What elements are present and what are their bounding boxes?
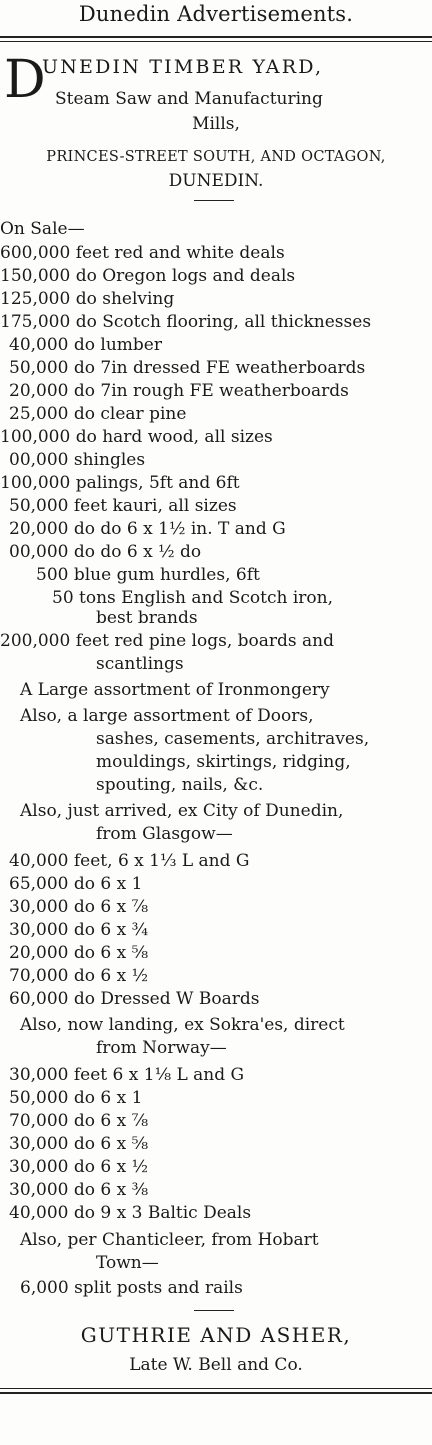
list-item: 6,000 split posts and rails	[20, 1278, 243, 1298]
norway-intro-cont: from Norway—	[96, 1038, 227, 1058]
hobart-intro-cont: Town—	[96, 1253, 159, 1273]
list-item: 25,000 do clear pine	[9, 404, 187, 424]
subtitle-line-2: Mills,	[192, 114, 240, 134]
paragraph-line: Also, just arrived, ex City of Dunedin,	[20, 801, 344, 821]
list-item: 20,000 do 6 x ⅝	[9, 943, 149, 963]
ad-title: UNEDIN TIMBER YARD,	[42, 56, 324, 78]
list-item: 50,000 do 6 x 1	[9, 1088, 143, 1108]
list-item: 175,000 do Scotch flooring, all thicknesses	[0, 312, 372, 332]
list-item: 30,000 do 6 x ⅜	[9, 1180, 149, 1200]
on-sale-heading: On Sale—	[0, 219, 85, 239]
list-item: 500 blue gum hurdles, 6ft	[36, 565, 260, 585]
paragraph-line: A Large assortment of Ironmongery	[20, 680, 330, 700]
list-item: 30,000 do 6 x ¾	[9, 920, 149, 940]
signature: GUTHRIE AND ASHER,	[80, 1323, 352, 1347]
header-rule-bottom	[0, 41, 432, 42]
list-item: 30,000 do 6 x ⅞	[9, 897, 149, 917]
footer-rule-top	[0, 1388, 432, 1389]
address-line-2: DUNEDIN.	[168, 171, 264, 191]
list-item: 70,000 do 6 x ½	[9, 966, 149, 986]
signature-divider	[194, 1310, 234, 1311]
paragraph-line: sashes, casements, architraves,	[96, 729, 370, 749]
list-item: 60,000 do Dressed W Boards	[9, 989, 260, 1009]
paragraph-line: Also, a large assortment of Doors,	[20, 706, 314, 726]
list-item: 30,000 feet 6 x 1⅛ L and G	[9, 1065, 245, 1085]
list-item: 30,000 do 6 x ⅝	[9, 1134, 149, 1154]
paragraph-line: spouting, nails, &c.	[96, 775, 264, 795]
list-item: 20,000 do do 6 x 1½ in. T and G	[9, 519, 286, 539]
signature-sub: Late W. Bell and Co.	[129, 1355, 303, 1375]
list-item: 50 tons English and Scotch iron,	[52, 588, 333, 608]
list-item: 00,000 shingles	[9, 450, 146, 470]
list-item: 70,000 do 6 x ⅞	[9, 1111, 149, 1131]
list-item: 00,000 do do 6 x ½ do	[9, 542, 202, 562]
footer-rule-bottom	[0, 1392, 432, 1394]
page-header: Dunedin Advertisements.	[78, 2, 354, 26]
subtitle-line-1: Steam Saw and Manufacturing	[55, 89, 323, 109]
address-line-1: PRINCES-STREET SOUTH, AND OCTAGON,	[46, 149, 386, 165]
list-item: 30,000 do 6 x ½	[9, 1157, 149, 1177]
list-item: scantlings	[96, 654, 184, 674]
norway-intro: Also, now landing, ex Sokra'es, direct	[20, 1015, 345, 1035]
hobart-intro: Also, per Chanticleer, from Hobart	[20, 1230, 319, 1250]
list-item: 200,000 feet red pine logs, boards and	[0, 631, 334, 651]
list-item: 100,000 palings, 5ft and 6ft	[0, 473, 240, 493]
list-item: 40,000 do 9 x 3 Baltic Deals	[9, 1203, 252, 1223]
list-item: 20,000 do 7in rough FE weatherboards	[9, 381, 349, 401]
paragraph-line: mouldings, skirtings, ridging,	[96, 752, 351, 772]
list-item: 600,000 feet red and white deals	[0, 243, 285, 263]
list-item: 100,000 do hard wood, all sizes	[0, 427, 273, 447]
header-rule-top	[0, 36, 432, 38]
section-divider	[194, 200, 234, 201]
list-item: 50,000 feet kauri, all sizes	[9, 496, 237, 516]
list-item: best brands	[96, 608, 198, 628]
list-item: 40,000 do lumber	[9, 335, 162, 355]
list-item: 150,000 do Oregon logs and deals	[0, 266, 296, 286]
list-item: 50,000 do 7in dressed FE weatherboards	[9, 358, 366, 378]
list-item: 40,000 feet, 6 x 1⅓ L and G	[9, 851, 250, 871]
paragraph-line: from Glasgow—	[96, 824, 233, 844]
list-item: 65,000 do 6 x 1	[9, 874, 143, 894]
list-item: 125,000 do shelving	[0, 289, 175, 309]
drop-cap: D	[4, 50, 46, 110]
